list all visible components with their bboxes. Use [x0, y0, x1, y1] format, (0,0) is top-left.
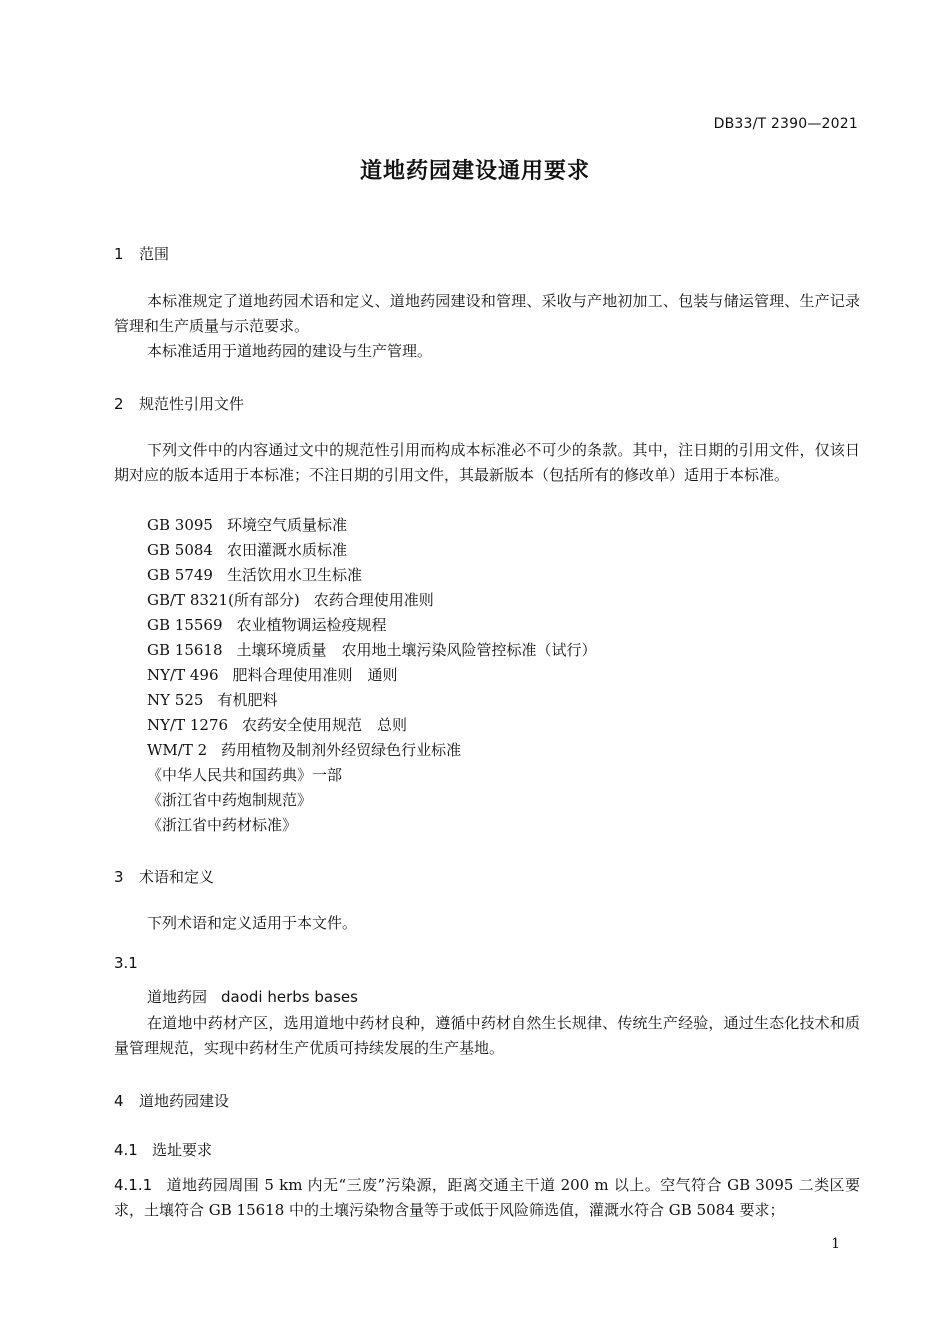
reference-name: 农业植物调运检疫规程: [236, 616, 387, 634]
reference-name: 生活饮用水卫生标准: [226, 566, 362, 584]
reference-code: NY 525: [147, 691, 204, 709]
section-heading-construction: [114, 1090, 229, 1111]
list-item: [147, 613, 597, 638]
clause-number: 4.1.1: [114, 1176, 153, 1194]
list-item: [147, 713, 597, 738]
section-heading-normative-references: [114, 393, 244, 414]
reference-name: 农药安全使用规范 总则: [242, 716, 408, 734]
clause-text: 道地药园周围 5 km 内无“三废”污染源，距离交通主干道 200 m 以上。空气符合 GB 3095 二类区要求，土壤符合 GB 15618 中的土壤污染物含量等于或低于风险筛选值，灌溉水符合 GB 5084 要求；: [114, 1176, 860, 1219]
section-title: 范围: [139, 245, 170, 263]
reference-name: 《浙江省中药炮制规范》: [147, 791, 313, 809]
document-title: 道地药园建设通用要求: [359, 159, 590, 184]
document-code: DB33/T 2390—2021: [713, 116, 858, 132]
reference-code: WM/T 2: [147, 741, 208, 759]
clause-4-1-1: [114, 1173, 860, 1223]
reference-name: 肥料合理使用准则 通则: [232, 666, 398, 684]
list-item: [147, 738, 597, 763]
reference-name: 《浙江省中药材标准》: [147, 816, 298, 834]
section-title: 规范性引用文件: [139, 395, 245, 413]
list-item: [147, 513, 597, 538]
list-item: [147, 588, 597, 613]
reference-name: 《中华人民共和国药典》一部: [147, 766, 343, 784]
term-english: daodi herbs bases: [221, 988, 358, 1006]
paragraph-terms-intro: 下列术语和定义适用于本文件。: [147, 914, 358, 932]
section-number: 4: [114, 1092, 124, 1110]
section-heading-scope: [114, 243, 169, 264]
list-item: [147, 663, 597, 688]
section-heading-terms: [114, 866, 214, 887]
section-number: 3: [114, 868, 124, 886]
list-item: [147, 813, 597, 838]
reference-code: GB 15569: [147, 616, 223, 634]
section-number: 1: [114, 245, 124, 263]
section-title: 选址要求: [152, 1141, 213, 1159]
reference-name: 农田灌溉水质标准: [226, 541, 347, 559]
reference-code: GB 5084: [147, 541, 213, 559]
list-item: [147, 638, 597, 663]
section-title: 道地药园建设: [139, 1092, 230, 1110]
subsection-number-3-1: 3.1: [114, 954, 138, 972]
page-number: 1: [831, 1236, 840, 1252]
list-item: [147, 563, 597, 588]
paragraph-term-definition: 在道地中药材产区，选用道地中药材良种，遵循中药材自然生长规律、传统生产经验，通过生态化技术和质量管理规范，实现中药材生产优质可持续发展的生产基地。: [114, 1014, 860, 1057]
reference-code: GB 15618: [147, 641, 223, 659]
list-item: [147, 538, 597, 563]
reference-list: [147, 513, 597, 838]
reference-name: 环境空气质量标准: [226, 516, 347, 534]
subsection-heading-site-selection: [114, 1139, 212, 1160]
term-chinese: 道地药园: [147, 988, 208, 1006]
reference-name: 农药合理使用准则: [313, 591, 434, 609]
section-number: 4.1: [114, 1141, 138, 1159]
reference-code: GB 5749: [147, 566, 213, 584]
reference-name: 土壤环境质量 农用地土壤污染风险管控标准（试行）: [236, 641, 597, 659]
paragraph-references-intro: 下列文件中的内容通过文中的规范性引用而构成本标准必不可少的条款。其中，注日期的引用文件，仅该日期对应的版本适用于本标准；不注日期的引用文件，其最新版本（包括所有的修改单）适用于本标准。: [114, 441, 860, 484]
reference-name: 药用植物及制剂外经贸绿色行业标准: [221, 741, 462, 759]
list-item: [147, 688, 597, 713]
paragraph-scope-2: 本标准适用于道地药园的建设与生产管理。: [147, 342, 433, 360]
list-item: [147, 763, 597, 788]
reference-name: 有机肥料: [217, 691, 278, 709]
reference-code: GB/T 8321(所有部分): [147, 591, 300, 609]
list-item: [147, 788, 597, 813]
section-title: 术语和定义: [139, 868, 215, 886]
term-title: [147, 986, 358, 1007]
reference-code: GB 3095: [147, 516, 213, 534]
section-number: 2: [114, 395, 124, 413]
paragraph-scope-1: 本标准规定了道地药园术语和定义、道地药园建设和管理、采收与产地初加工、包装与储运管理、生产记录管理和生产质量与示范要求。: [114, 292, 860, 335]
reference-code: NY/T 496: [147, 666, 219, 684]
reference-code: NY/T 1276: [147, 716, 229, 734]
